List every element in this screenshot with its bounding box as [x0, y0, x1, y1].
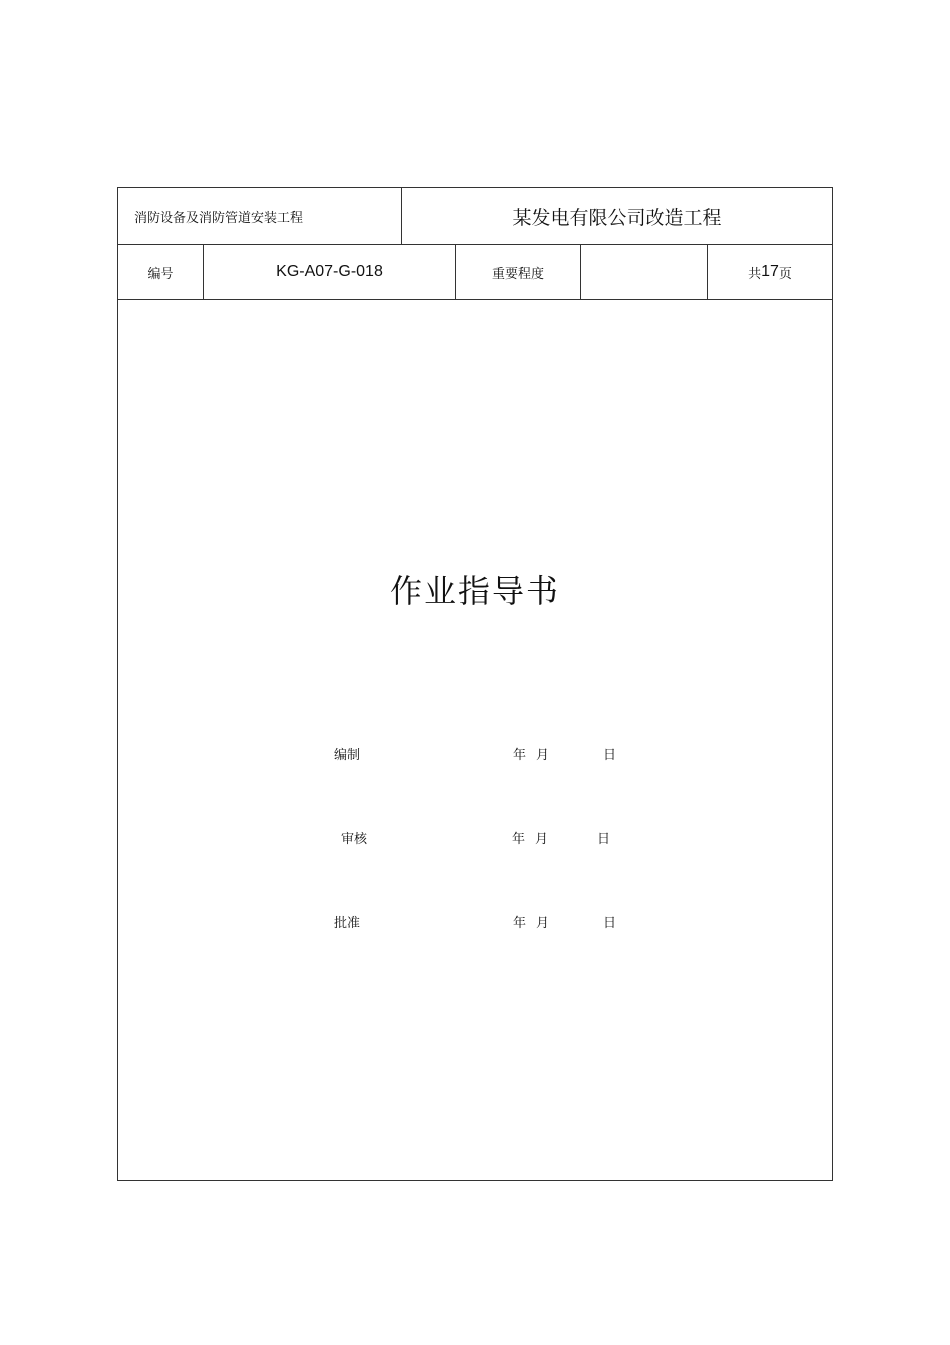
number-value: KG-A07-G-018: [203, 245, 455, 299]
sig-month-compile: 月: [536, 748, 550, 763]
document-title: 作业指导书: [389, 572, 560, 610]
info-row: [118, 245, 832, 300]
pages-suffix: 页: [778, 266, 792, 282]
sig-role-compile: 编制: [334, 748, 361, 763]
document-frame: [117, 187, 833, 1181]
sig-day-approve: 日: [603, 916, 617, 931]
project-name: 消防设备及消防管道安装工程: [134, 210, 304, 226]
pages-prefix: 共: [748, 266, 762, 282]
importance-label: 重要程度: [455, 245, 580, 299]
sig-year-approve: 年: [513, 916, 527, 931]
sig-year-compile: 年: [513, 748, 527, 763]
sig-day-review: 日: [597, 832, 611, 847]
sig-day-compile: 日: [603, 748, 617, 763]
sig-month-review: 月: [535, 832, 549, 847]
sig-role-review: 审核: [341, 832, 368, 847]
number-label: 编号: [147, 266, 174, 282]
importance-value: [580, 245, 707, 299]
company-project: 某发电有限公司改造工程: [401, 188, 832, 244]
page-count: [707, 245, 832, 299]
header-row: [118, 188, 832, 245]
sig-year-review: 年: [512, 832, 526, 847]
sig-role-approve: 批准: [334, 916, 361, 931]
pages-count: 17: [761, 263, 779, 280]
sig-month-approve: 月: [536, 916, 550, 931]
